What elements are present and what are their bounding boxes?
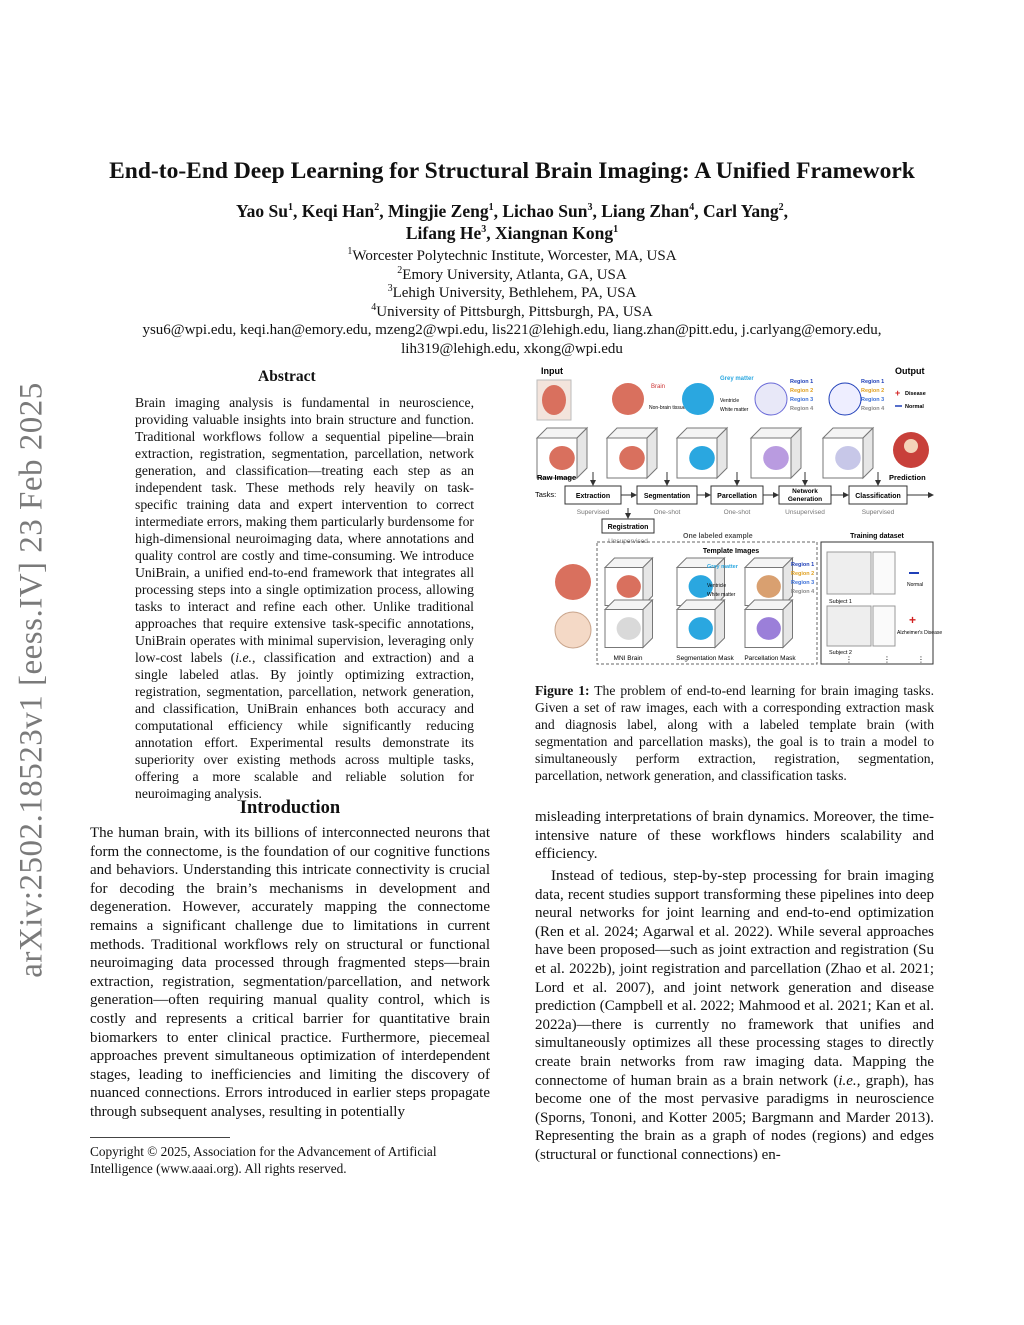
affiliation-mark: 2 — [397, 264, 403, 276]
fig-region-label: Region 2 — [791, 571, 815, 577]
author-name: Lichao Sun — [502, 201, 588, 221]
fig-input-label: Input — [541, 366, 563, 376]
author-affiliation-mark: 2 — [374, 202, 380, 214]
fig-region-labels-2 — [861, 379, 885, 412]
fig-raw-image-label: Raw Image — [537, 473, 577, 482]
author-name: Liang Zhan — [601, 201, 690, 221]
author-name: Yao Su — [235, 201, 288, 221]
fig-template-cubes — [605, 558, 793, 648]
fig-raw-brain-shape — [542, 385, 566, 415]
fig-task-supervision: Supervised — [861, 509, 895, 516]
fig-disease-label: Disease — [905, 391, 926, 397]
author-affiliation-mark: 3 — [481, 224, 487, 236]
fig-cube-brain — [757, 575, 781, 598]
fig-registration-label: Registration — [607, 524, 649, 531]
author-affiliation-mark: 4 — [689, 202, 695, 214]
fig-extracted-brain — [612, 383, 644, 415]
figure-1-caption — [535, 682, 934, 784]
fig-alzheimers-label: Alzheimer's Disease — [897, 630, 943, 636]
fig-cube-brain — [763, 446, 789, 470]
fig-region-label: Region 2 — [790, 388, 814, 394]
fig-region-label: Region 4 — [791, 589, 815, 595]
fig-training-dataset-label: Training dataset — [850, 533, 904, 540]
fig-region-label: Region 2 — [861, 388, 885, 394]
copyright-notice: Copyright © 2025, Association for the Advancement of Artificial Intelligence (www.aaai.org). All rights reserved. — [90, 1144, 437, 1176]
footnote-rule — [90, 1137, 230, 1138]
fig-cube-brain — [617, 575, 641, 598]
fig-cube-brain — [689, 617, 713, 640]
fig-prediction-label: Prediction — [889, 473, 926, 482]
fig-ellipsis-2: ⋮ — [883, 655, 891, 664]
fig-task-label: Network — [792, 488, 818, 495]
author-name: Lifang He — [405, 223, 482, 243]
fig-registration-sup: Unsupervised — [608, 538, 648, 545]
author-affiliation-mark: 1 — [488, 202, 494, 214]
fig-task-label: Classification — [855, 493, 901, 500]
fig-template-ventricle-label: Ventricle — [707, 583, 727, 589]
affiliation-text: Emory University, Atlanta, GA, USA — [402, 266, 627, 283]
author-affiliation-mark: 2 — [778, 202, 784, 214]
caption-text: The problem of end-to-end learning for brain imaging tasks. Given a set of raw images, each with a corresponding extraction mask and diagnosis label, along with a labeled template brain (with segmentation and parcellation masks), the goal is to train a model to simultaneously perform extraction, registration, segmentation, parcellation, network generation, and classification tasks. — [535, 683, 934, 783]
fig-subject1-label: Subject 1 — [829, 599, 852, 605]
author-name: Keqi Han — [301, 201, 375, 221]
fig-region-label: Region 4 — [790, 406, 814, 412]
affiliation-line — [140, 284, 884, 303]
fig-one-labeled-label: One labeled example — [683, 533, 753, 540]
affiliations — [140, 247, 884, 321]
fig-mni-brain-label: MNI Brain — [613, 655, 643, 662]
right-column-paragraph-2 — [535, 867, 934, 1165]
fig-parc-mask-label: Parcellation Mask — [744, 655, 796, 662]
introduction-heading: Introduction — [239, 798, 341, 818]
emails-line-2: lih319@lehigh.edu, xkong@wpi.edu — [401, 340, 623, 357]
fig-bottom-brain-2 — [555, 612, 591, 648]
fig-doctor-face — [904, 439, 918, 453]
author-affiliation-mark: 3 — [587, 202, 593, 214]
author-name: Xiangnan Kong — [494, 223, 614, 243]
fig-tasks-label: Tasks: — [535, 490, 557, 499]
affiliation-line — [140, 266, 884, 285]
fig-region-label: Region 1 — [790, 379, 814, 385]
authors-line-2: Lifang He$^3$, Xiangnan Kong$^1$ — [405, 223, 619, 243]
fig-task-supervision: One-shot — [653, 509, 681, 516]
abstract-part-a: Brain imaging analysis is fundamental in neuroscience, providing valuable insights into brain structure and function. Traditional workflows follow a sequential pipeline—brain extraction, registration, segmentation, parcellation, network generation, and classification—treating each step as an independent task. These methods rely heavily on task-specific training data and expert intervention to correct intermediate errors, making them particularly burdensome for high-dimensional neuroimaging data, where annotations and quality control are costly and time-consuming. We introduce UniBrain, a unified end-to-end framework that integrates all processing steps into a single optimization process, allowing tasks to interact and refine each other. Unlike traditional approaches that require extensive task-specific annotations, UniBrain operates with minimal supervision, leveraging only low-cost labels ( — [135, 395, 474, 665]
emails-line-1: ysu6@wpi.edu, keqi.han@emory.edu, mzeng2@wpi.edu, lis221@lehigh.edu, liang.zhan@pitt.edu, j.carlyang@emory.edu, — [142, 322, 882, 338]
fig-nonbrain-label: Non-brain tissue — [649, 405, 686, 411]
fig-template-images-label: Template Images — [702, 548, 760, 555]
fig-ellipsis-1: ⋮ — [845, 655, 853, 664]
author-affiliation-mark: 1 — [288, 202, 293, 214]
fig-cube-brain — [549, 446, 575, 470]
authors-line-1: Yao Su$^1$, Keqi Han$^2$, Mingjie Zeng$^1$, Lichao Sun$^3$, Liang Zhan$^4$, Carl Yang$^2$, — [235, 201, 789, 221]
fig-subject1-graph — [873, 552, 895, 594]
arxiv-sidebar — [2, 360, 62, 1000]
paper-title: End-to-End Deep Learning for Structural Brain Imaging: A Unified Framework — [109, 158, 915, 184]
affiliation-mark: 3 — [387, 283, 393, 294]
fig-ellipsis-3: ⋮ — [917, 655, 925, 664]
abstract-body — [135, 394, 474, 802]
fig-bottom-brain-1 — [555, 564, 591, 600]
right-column-paragraph-1: misleading interpretations of brain dynamics. Moreover, the time-intensive nature of these workflows hinders scalability and efficiency. — [535, 809, 934, 863]
fig-region-label: Region 3 — [861, 397, 885, 403]
fig-cube-brain — [835, 446, 861, 470]
fig-output-label: Output — [895, 366, 925, 376]
fig-subject2-graph — [873, 606, 895, 646]
fig-task-label: Segmentation — [643, 493, 691, 500]
affiliation-text: Worcester Polytechnic Institute, Worcester, MA, USA — [352, 248, 677, 264]
fig-volume-cubes — [537, 428, 873, 478]
fig-grey-matter-label: Grey matter — [720, 376, 754, 382]
fig-task-supervision: Supervised — [576, 509, 610, 516]
fig-region-labels — [790, 379, 814, 412]
fig-normal-label: Normal — [905, 404, 924, 410]
affiliation-line — [140, 303, 884, 322]
right-p2-ie: i.e. — [838, 1072, 857, 1089]
fig-segmented-brain — [682, 383, 714, 415]
author-name: Carl Yang — [702, 201, 779, 221]
fig-subject1-normal: Normal — [907, 582, 924, 588]
abstract-part-b: , classification and extraction) and a single labeled atlas. By jointly optimizing extraction, registration, segmentation, parcellation, network generation, and classification, UniBrain enhances both accuracy and computational efficiency while significantly reducing annotation effort. Experimental results demonstrate its superiority over existing methods across multiple tasks, offering a more scalable and reliable solution for neuroimaging analysis. — [135, 650, 474, 801]
affiliation-line — [140, 247, 884, 266]
affiliation-mark: 1 — [347, 246, 353, 257]
fig-subject2-plus-icon: + — [909, 613, 917, 627]
author-name: Mingjie Zeng — [387, 201, 489, 221]
caption-label: Figure 1: — [535, 683, 590, 698]
fig-cube-brain — [689, 446, 715, 470]
fig-ventricle-label: Ventricle — [720, 398, 740, 404]
fig-subject2-label: Subject 2 — [829, 650, 852, 656]
fig-region-label: Region 1 — [861, 379, 885, 385]
fig-region-label: Region 1 — [791, 562, 815, 568]
fig-task-label: Generation — [787, 496, 823, 503]
fig-template-grey-label: Grey matter — [707, 564, 738, 570]
affiliation-text: University of Pittsburgh, Pittsburgh, PA, USA — [376, 303, 653, 320]
arxiv-identifier: arXiv:2502.18523v1 [eess.IV] 23 Feb 2025 — [13, 382, 50, 978]
fig-subject2-image — [827, 606, 871, 646]
abstract-heading: Abstract — [258, 368, 316, 385]
fig-template-region-labels — [791, 562, 815, 595]
author-emails — [60, 321, 964, 358]
fig-brain-label: Brain — [651, 384, 666, 390]
fig-task-label: Extraction — [575, 493, 611, 500]
fig-white-matter-label: White matter — [720, 407, 749, 413]
fig-template-white-label: White matter — [707, 592, 736, 598]
author-affiliation-mark: 1 — [613, 224, 619, 236]
fig-region-label: Region 4 — [861, 406, 885, 412]
fig-region-label: Region 3 — [791, 580, 815, 586]
fig-cube-brain — [757, 617, 781, 640]
affiliation-mark: 4 — [371, 301, 377, 313]
fig-task-supervision: Unsupervised — [785, 509, 825, 516]
figure-1-diagram — [533, 362, 943, 668]
right-p2-part-a: Instead of tedious, step-by-step processing for brain imaging data, recent studies support transforming these pipelines into deep neural networks for joint learning and end-to-end optimization (Ren et al. 2024; Agarwal et al. 2022). While several approaches have been proposed—such as joint extraction and registration (Su et al. 2022b), joint registration and parcellation (Zhao et al. 2021; Lord et al. 2007), and joint network generation and disease prediction (Campbell et al. 2022; Mahmood et al. 2021; Kan et al. 2022a)—there is currently no framework that unifies and simultaneously optimizes all these processing stages to directly create brain networks from raw imaging data. Mapping the connectome of human brain as a brain network ( — [535, 868, 934, 1089]
fig-network-brain — [829, 383, 861, 415]
introduction-body: The human brain, with its billions of interconnected neurons that form the connectome, is the foundation of our cognitive functions and behaviors. Understanding this intricate connectivity is crucial for decoding the brain’s mechanisms in development and degeneration. However, accurately mapping the connectome remains a significant challenge due to limitations in current methods. Traditional workflows rely on structural or functional neuroimaging data processed through fragmented steps—brain extraction, registration, segmentation/parcellation, and network generation—often requiring manual quality control, which is costly and represents a critical barrier for quantitative brain biomarkers to enter clinical practice. Furthermore, piecemeal approaches prevent simultaneous optimization of interdependent stages, leading to inefficiencies and limiting the discovery of nuanced connections. Errors introduced in earlier steps propagate through subsequent analyses, resulting in potentially — [90, 825, 490, 1120]
fig-subject1-image — [827, 552, 871, 594]
fig-task-pipeline — [565, 472, 933, 516]
fig-region-label: Region 3 — [790, 397, 814, 403]
author-list — [120, 200, 904, 244]
fig-task-supervision: One-shot — [723, 509, 751, 516]
fig-disease-plus-icon: + — [895, 388, 901, 398]
fig-cube-brain — [617, 617, 641, 640]
fig-seg-mask-label: Segmentation Mask — [676, 655, 734, 662]
abstract-ie: i.e. — [235, 650, 252, 665]
fig-parcellated-brain — [755, 383, 787, 415]
fig-cube-brain — [619, 446, 645, 470]
right-p2-part-b: , graph), has become one of the most pervasive paradigms in neuroscience (Sporns, Tononi, and Kotter 2005; Bargmann and Marder 2013). Representing the brain as a graph of nodes (regions) and edges (structural or functional connections) en- — [535, 1072, 934, 1163]
affiliation-text: Lehigh University, Bethlehem, PA, USA — [392, 285, 637, 301]
fig-task-label: Parcellation — [717, 493, 757, 500]
